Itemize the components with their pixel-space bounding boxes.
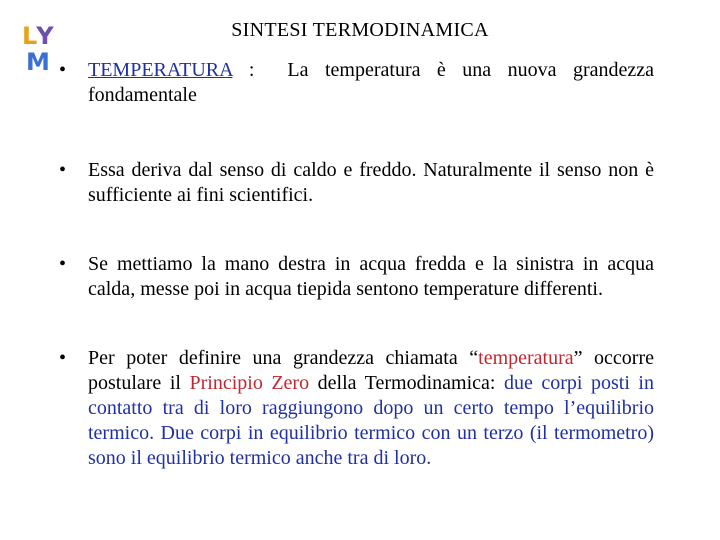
bullet-list (56, 58, 654, 471)
origin-text: Essa deriva dal senso di caldo e freddo. Naturalmente il senso non è sufficiente ai fini scientifici. (88, 159, 654, 206)
highlight-principio-zero: Principio Zero (189, 372, 310, 394)
logo-letter-m: M (26, 48, 49, 76)
bullet-origin (56, 158, 654, 208)
zeroth-law-mid: ” occorre postulare il (88, 347, 655, 394)
experiment-text: Se mettiamo la mano destra in acqua fredda e la sinistra in acqua calda, messe poi in acqua tiepida sentono temperature differenti. (88, 253, 654, 300)
bullet-dot: • (59, 159, 67, 181)
zeroth-law-mid2: della Termodinamica: (309, 372, 504, 394)
logo-letter-y: Y (36, 22, 53, 50)
bullet-dot: • (59, 347, 67, 369)
highlight-temperatura: temperatura (478, 347, 574, 369)
temperature-definition: La temperatura è una nuova grandezza fondamentale (88, 59, 654, 106)
bullet-temperature (56, 58, 654, 108)
temperature-term: TEMPERATURA (88, 59, 233, 81)
term-separator: : (232, 59, 288, 81)
bullet-experiment (56, 252, 654, 302)
bullet-dot: • (59, 253, 67, 275)
zeroth-law-intro: Per poter definire una grandezza chiamata “ (88, 347, 479, 369)
bullet-zeroth-law (56, 346, 654, 471)
logo-letter-l: L (22, 22, 37, 50)
bullet-dot: • (59, 59, 67, 81)
page-title: SINTESI TERMODINAMICA (231, 19, 489, 41)
zeroth-law-definition: due corpi posti in contatto tra di loro raggiungono dopo un certo tempo l’equilibrio termico. Due corpi in equilibrio termico con un terzo (il termometro) sono il equilibrio termico anche tra di loro. (88, 372, 654, 469)
